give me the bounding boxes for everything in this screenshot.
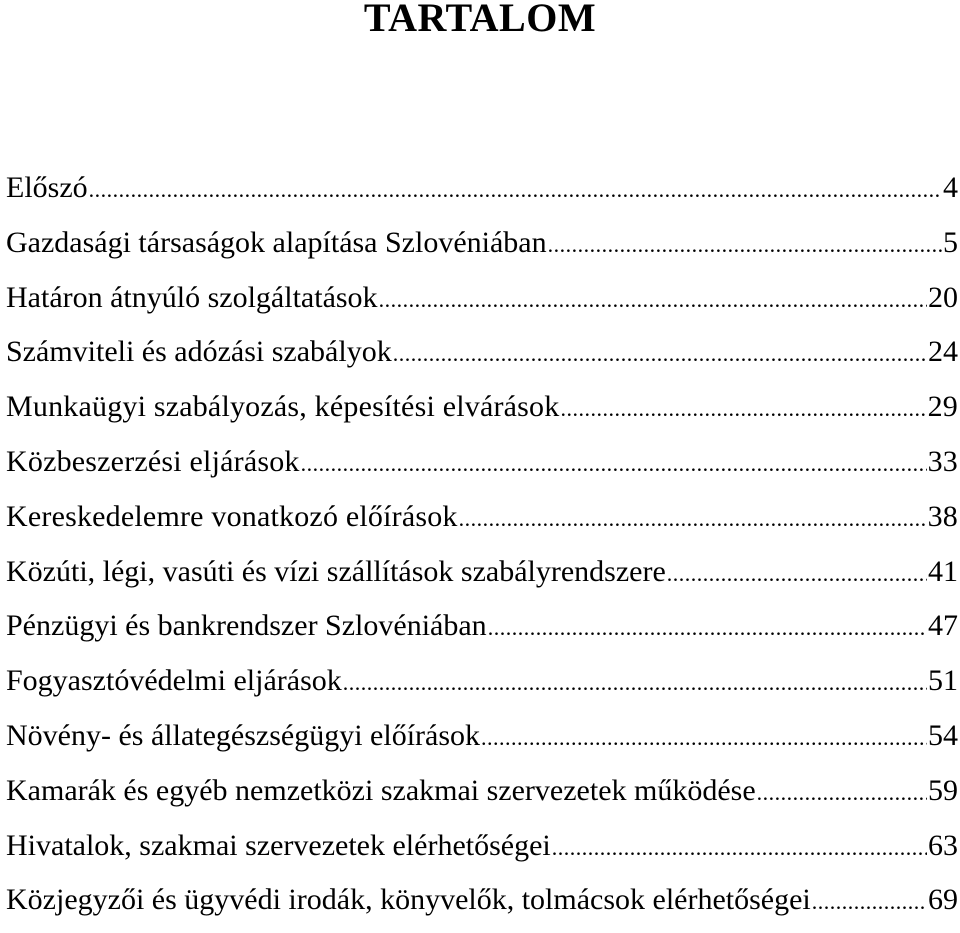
toc-entry-page: 59 (928, 773, 958, 807)
toc-entry-kamarak[interactable] (6, 769, 958, 824)
toc-entry-szamviteli[interactable] (6, 330, 958, 385)
toc-entry-title: Közúti, légi, vasúti és vízi szállítások szabályrendszere (6, 554, 666, 588)
toc-entry-eloszo[interactable] (6, 166, 958, 221)
toc-entry-title: Fogyasztóvédelmi eljárások (6, 664, 342, 698)
dot-leader (560, 387, 926, 431)
table-of-contents (6, 166, 958, 933)
toc-entry-penzugyi[interactable] (6, 604, 958, 659)
toc-entry-title: Számviteli és adózási szabályok (6, 335, 392, 369)
toc-entry-page: 54 (928, 718, 958, 752)
dot-leader (481, 716, 927, 760)
toc-entry-page: 4 (943, 171, 958, 204)
toc-entry-title: Kereskedelemre vonatkozó előírások (6, 499, 458, 533)
toc-entry-page: 29 (927, 390, 958, 424)
dot-leader (379, 278, 927, 322)
toc-entry-title: Pénzügyi és bankrendszer Szlovéniában (6, 609, 487, 643)
dot-leader (488, 606, 927, 650)
toc-entry-title: Közjegyzői és ügyvédi irodák, könyvelők, tolmácsok elérhetőségei (6, 883, 811, 917)
dot-leader (757, 771, 927, 815)
toc-entry-page: 69 (928, 883, 958, 917)
toc-entry-page: 47 (928, 609, 958, 643)
toc-entry-title: Határon átnyúló szolgáltatások (6, 280, 378, 314)
toc-entry-title: Hivatalok, szakmai szervezetek elérhetőségei (6, 828, 551, 862)
dot-leader (343, 661, 927, 705)
dot-leader (301, 442, 927, 486)
dot-leader (552, 826, 927, 870)
toc-entry-title: Kamarák és egyéb nemzetközi szakmai szervezetek működése (6, 773, 756, 807)
toc-entry-title: Munkaügyi szabályozás, képesítési elvárások (6, 390, 560, 424)
dot-leader (548, 223, 942, 267)
dot-leader (89, 168, 942, 212)
toc-entry-page: 24 (928, 335, 958, 369)
toc-entry-page: 41 (928, 554, 958, 588)
toc-entry-title: Növény- és állategészségügyi előírások (6, 718, 481, 752)
toc-entry-kozjegyzoi[interactable] (6, 878, 958, 933)
toc-entry-hivatalok[interactable] (6, 824, 958, 879)
toc-entry-kozbeszerzesi[interactable] (6, 440, 958, 495)
toc-entry-hataron-atnyulo[interactable] (6, 276, 958, 331)
toc-entry-title: Előszó (6, 171, 88, 204)
toc-entry-szallitasok[interactable] (6, 550, 958, 605)
toc-entry-title: Közbeszerzési eljárások (6, 444, 300, 478)
toc-entry-page: 33 (927, 444, 958, 478)
toc-entry-page: 51 (928, 664, 958, 698)
toc-entry-munkaugyi[interactable] (6, 385, 958, 440)
dot-leader (812, 880, 927, 924)
toc-entry-page: 63 (928, 828, 958, 862)
page-title: TARTALOM (363, 0, 597, 40)
dot-leader (459, 497, 927, 541)
toc-entry-page: 5 (943, 225, 958, 259)
dot-leader (393, 332, 927, 376)
toc-entry-fogyasztovedelmi[interactable] (6, 659, 958, 714)
toc-entry-page: 38 (927, 499, 958, 533)
dot-leader (667, 552, 927, 596)
toc-entry-gazdasagi-tarsasagok[interactable] (6, 221, 958, 276)
toc-entry-page: 20 (928, 280, 958, 314)
toc-entry-noveny-allategeszsegugyi[interactable] (6, 714, 958, 769)
toc-entry-title: Gazdasági társaságok alapítása Szlovéniában (6, 225, 547, 259)
toc-entry-kereskedelem[interactable] (6, 495, 958, 550)
